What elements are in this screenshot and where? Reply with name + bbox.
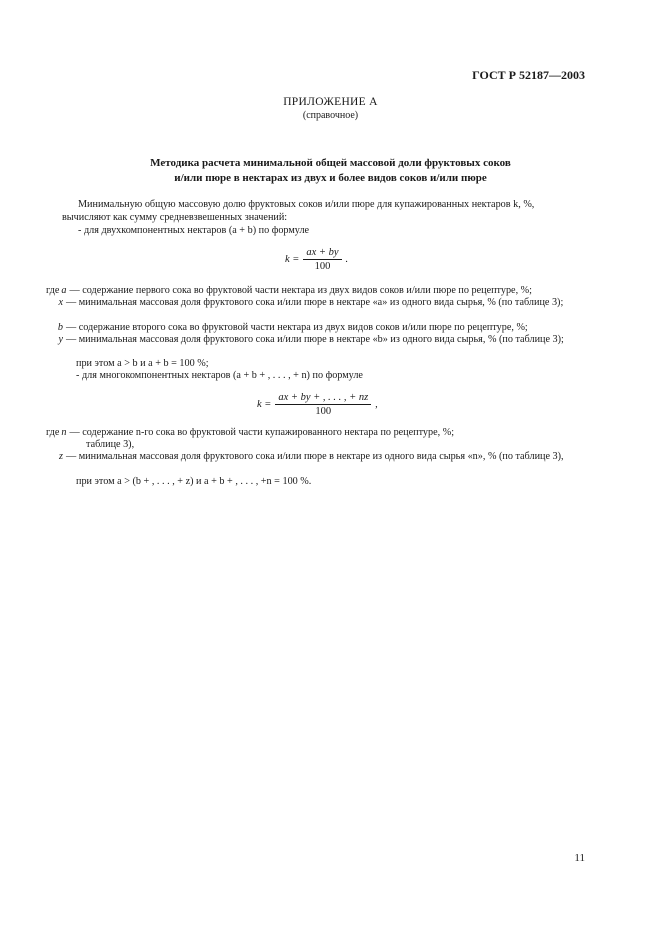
formula-fraction [303, 247, 341, 272]
standard-number: ГОСТ Р 52187—2003 [472, 68, 585, 82]
formula-lhs: k = [257, 399, 272, 410]
intro-line-1: Минимальную общую массовую долю фруктовых соков и/или пюре для купажированных нектаров k, %, [78, 199, 535, 210]
intro-line-2: вычисляют как сумму средневзвешенных значений: [62, 212, 288, 223]
definition-text: — содержание первого сока во фруктовой части нектара из двух видов соков и/или пюре по рецептуре, %; [69, 285, 532, 296]
definition-text: — минимальная массовая доля фруктового сока и/или пюре в нектаре «a» из одного вида сырья, % (по таблице 3); [66, 297, 564, 308]
section-heading-line-2: и/или пюре в нектарах из двух и более видов соков и/или пюре [174, 172, 487, 184]
definition-text: — минимальная массовая доля фруктового сока и/или пюре в нектаре из одного вида сырья «n», % (по таблице 3), [66, 451, 564, 462]
formula-denominator: 100 [314, 261, 331, 272]
definition-symbol: x [58, 297, 63, 308]
definition-x [47, 297, 581, 309]
definition-symbol: y [58, 334, 63, 345]
formula-lhs: k = [285, 254, 300, 265]
definition-n [46, 427, 584, 439]
definition-a [46, 285, 584, 297]
definition-symbol: a [61, 285, 67, 296]
definition-symbol: n [61, 427, 67, 438]
definition-z [47, 451, 581, 463]
intro-line-3: - для двухкомпонентных нектаров (a + b) по формуле [78, 225, 310, 236]
condition-two-component: при этом a > b и a + b = 100 %; [76, 358, 209, 369]
formula-end: , [375, 399, 378, 410]
definition-symbol: b [57, 322, 63, 333]
definition-text: — минимальная массовая доля фруктового сока и/или пюре в нектаре «b» из одного вида сырья, % (по таблице 3); [66, 334, 564, 345]
definition-prefix: где [46, 285, 60, 296]
formula-fraction [275, 392, 371, 417]
page-number: 11 [574, 852, 585, 864]
multi-component-intro: - для многокомпонентных нектаров (a + b + , . . . , + n) по формуле [76, 370, 363, 381]
appendix-subtitle: (справочное) [302, 110, 359, 121]
formula-numerator: ax + by [303, 247, 341, 260]
definition-prefix: где [46, 427, 60, 438]
definition-text: — содержание n-го сока во фруктовой части купажированного нектара по рецептуре, %; [69, 427, 455, 438]
formula-multi-component [257, 392, 378, 417]
definition-symbol: z [59, 451, 63, 462]
definition-text: — содержание второго сока во фруктовой части нектара из двух видов соков и/или пюре по рецептуре, %; [66, 322, 528, 333]
definition-y [47, 334, 581, 346]
appendix-title: ПРИЛОЖЕНИЕ А [283, 96, 378, 108]
formula-numerator: ax + by + , . . . , + nz [275, 392, 371, 405]
definition-continuation: таблице 3), [86, 439, 135, 450]
condition-multi-component: при этом a > (b + , . . . , + z) и a + b + , . . . , +n = 100 %. [76, 476, 312, 487]
section-heading-line-1: Методика расчета минимальной общей массовой доли фруктовых соков [150, 157, 511, 169]
definition-b [47, 322, 581, 334]
formula-two-component [285, 247, 348, 272]
formula-denominator: 100 [315, 406, 332, 417]
formula-end: . [345, 254, 349, 265]
